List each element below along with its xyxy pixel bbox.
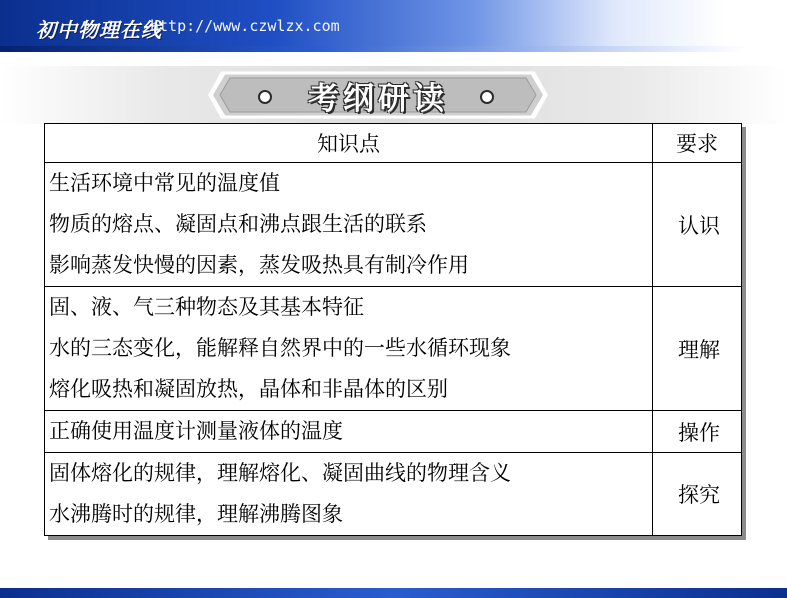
section-title-badge <box>208 70 548 120</box>
header-knowledge: 知识点 <box>45 124 653 163</box>
requirement-cell: 理解 <box>653 287 742 411</box>
knowledge-point: 熔化吸热和凝固放热，晶体和非晶体的区别 <box>49 377 448 401</box>
knowledge-cell <box>45 287 653 411</box>
knowledge-cell <box>45 163 653 287</box>
table-row <box>45 411 742 453</box>
table-row <box>45 163 742 287</box>
table-row <box>45 453 742 536</box>
table-header-row <box>45 124 742 163</box>
requirement-cell: 探究 <box>653 453 742 536</box>
knowledge-point: 水沸腾时的规律，理解沸腾图象 <box>49 502 343 526</box>
site-url[interactable]: http://www.czwlzx.com <box>150 17 340 35</box>
section-title: 考纲研读 <box>308 80 448 117</box>
knowledge-point: 水的三态变化，能解释自然界中的一些水循环现象 <box>49 336 511 360</box>
knowledge-cell <box>45 453 653 536</box>
knowledge-point: 固体熔化的规律，理解熔化、凝固曲线的物理含义 <box>49 461 511 485</box>
knowledge-point: 固、液、气三种物态及其基本特征 <box>49 295 364 319</box>
header-requirement: 要求 <box>653 124 742 163</box>
knowledge-point: 影响蒸发快慢的因素，蒸发吸热具有制冷作用 <box>49 253 469 277</box>
knowledge-point: 正确使用温度计测量液体的温度 <box>49 419 343 443</box>
table-row <box>45 287 742 411</box>
top-banner <box>0 0 787 52</box>
requirement-cell: 操作 <box>653 411 742 453</box>
knowledge-cell <box>45 411 653 453</box>
bottom-bar <box>0 588 787 598</box>
site-logo: 初中物理在线 <box>36 18 162 42</box>
requirement-cell: 认识 <box>653 163 742 287</box>
knowledge-point: 物质的熔点、凝固点和沸点跟生活的联系 <box>49 212 427 236</box>
knowledge-table <box>44 123 742 536</box>
knowledge-point: 生活环境中常见的温度值 <box>49 171 280 195</box>
